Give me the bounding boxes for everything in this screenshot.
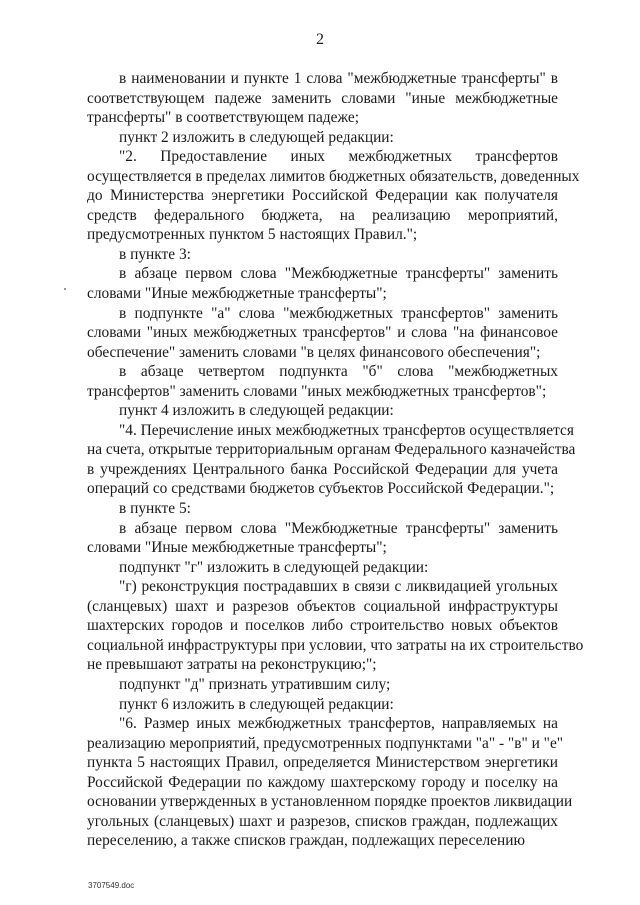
paragraph — [87, 421, 576, 499]
paragraph — [87, 675, 558, 695]
text-line: пункт 6 изложить в следующей редакции: — [119, 695, 394, 713]
text-line: реализацию мероприятий, предусмотренных подпунктами "а" - "в" и "е" — [87, 734, 564, 752]
file-name-footer: 3707549.doc — [88, 881, 135, 890]
text-line: в абзаце первом слова "Межбюджетные трансферты" заменить — [119, 265, 558, 283]
paragraph — [87, 558, 558, 578]
paragraph — [87, 577, 584, 675]
text-line: словами "Иные межбюджетные трансферты"; — [87, 539, 387, 557]
text-line: трансфертов" заменить словами "иных межбюджетных трансфертов"; — [87, 382, 547, 400]
paragraph — [87, 147, 580, 245]
text-line: в подпункте "а" слова "межбюджетных трансфертов" заменить — [119, 304, 558, 322]
text-line: "4. Перечисление иных межбюджетных трансфертов осуществляется — [119, 421, 574, 439]
paragraph — [87, 519, 558, 558]
text-line: в абзаце четвертом подпункта "б" слова "межбюджетных — [119, 363, 558, 381]
text-line: пункт 4 изложить в следующей редакции: — [119, 402, 394, 420]
text-line: словами "Иные межбюджетные трансферты"; — [87, 285, 387, 303]
text-line: в наименовании и пункте 1 слова "межбюджетные трансферты" в — [119, 70, 558, 87]
text-line: до Министерства энергетики Российской Федерации как получателя — [87, 187, 558, 205]
text-line: угольных (сланцевых) шахт и разрезов, списков граждан, подлежащих — [87, 812, 558, 830]
text-line: "2. Предоставление иных межбюджетных трансфертов — [119, 148, 558, 166]
text-line: обеспечение" заменить словами "в целях финансового обеспечения"; — [87, 343, 541, 361]
paragraph — [87, 264, 558, 303]
margin-mark — [64, 288, 66, 290]
text-line: в абзаце первом слова "Межбюджетные трансферты" заменить — [119, 519, 558, 537]
text-line: подпункт "д" признать утратившим силу; — [119, 675, 391, 693]
paragraph — [87, 245, 558, 265]
text-line: основании утвержденных в установленном порядке проектов ликвидации — [87, 793, 573, 811]
text-line: словами "иных межбюджетных трансфертов" и слова "на финансовое — [87, 324, 558, 342]
text-line: операций со средствами бюджетов субъектов Российской Федерации."; — [87, 480, 555, 498]
text-line: "6. Размер иных межбюджетных трансфертов, направляемых на — [119, 715, 558, 733]
text-line: не превышают затраты на реконструкцию;"; — [87, 656, 377, 674]
paragraph — [87, 714, 573, 851]
text-line: социальной инфраструктуры при условии, что затраты на их строительство — [87, 636, 584, 654]
text-line: средств федерального бюджета, на реализацию мероприятий, — [87, 206, 558, 224]
text-line: соответствующем падеже заменить словами "иные межбюджетные — [87, 89, 558, 107]
text-line: на счета, открытые территориальным органам Федерального казначейства — [87, 441, 576, 459]
text-line: в учреждениях Центрального банка Российской Федерации для учета — [87, 460, 558, 478]
paragraph — [87, 362, 558, 401]
paragraph — [87, 128, 558, 148]
text-line: в пункте 3: — [119, 245, 191, 263]
text-line: в пункте 5: — [119, 500, 191, 518]
text-line: шахтерских городов и поселков либо строительство новых объектов — [87, 617, 558, 635]
text-line: трансферты" в соответствующем падеже; — [87, 109, 359, 127]
text-line: пункт 2 изложить в следующей редакции: — [119, 128, 394, 146]
text-line: "г) реконструкция пострадавших в связи с ликвидацией угольных — [119, 578, 558, 596]
paragraph — [87, 69, 558, 128]
text-line: осуществляется в пределах лимитов бюджетных обязательств, доведенных — [87, 167, 580, 185]
text-line: Российской Федерации по каждому шахтерскому городу и поселку на — [87, 773, 558, 791]
text-line: предусмотренных пунктом 5 настоящих Правил."; — [87, 226, 418, 244]
text-line: переселению, а также списков граждан, подлежащих переселению — [87, 832, 525, 850]
document-body — [87, 69, 584, 851]
text-line: подпункт "г" изложить в следующей редакции: — [119, 558, 429, 576]
text-line: (сланцевых) шахт и разрезов объектов социальной инфраструктуры — [87, 597, 558, 615]
paragraph — [87, 499, 558, 519]
paragraph — [87, 695, 558, 715]
text-line: пункта 5 настоящих Правил, определяется Министерством энергетики — [87, 754, 558, 772]
paragraph — [87, 401, 558, 421]
paragraph — [87, 304, 558, 363]
page-number: 2 — [316, 31, 324, 48]
